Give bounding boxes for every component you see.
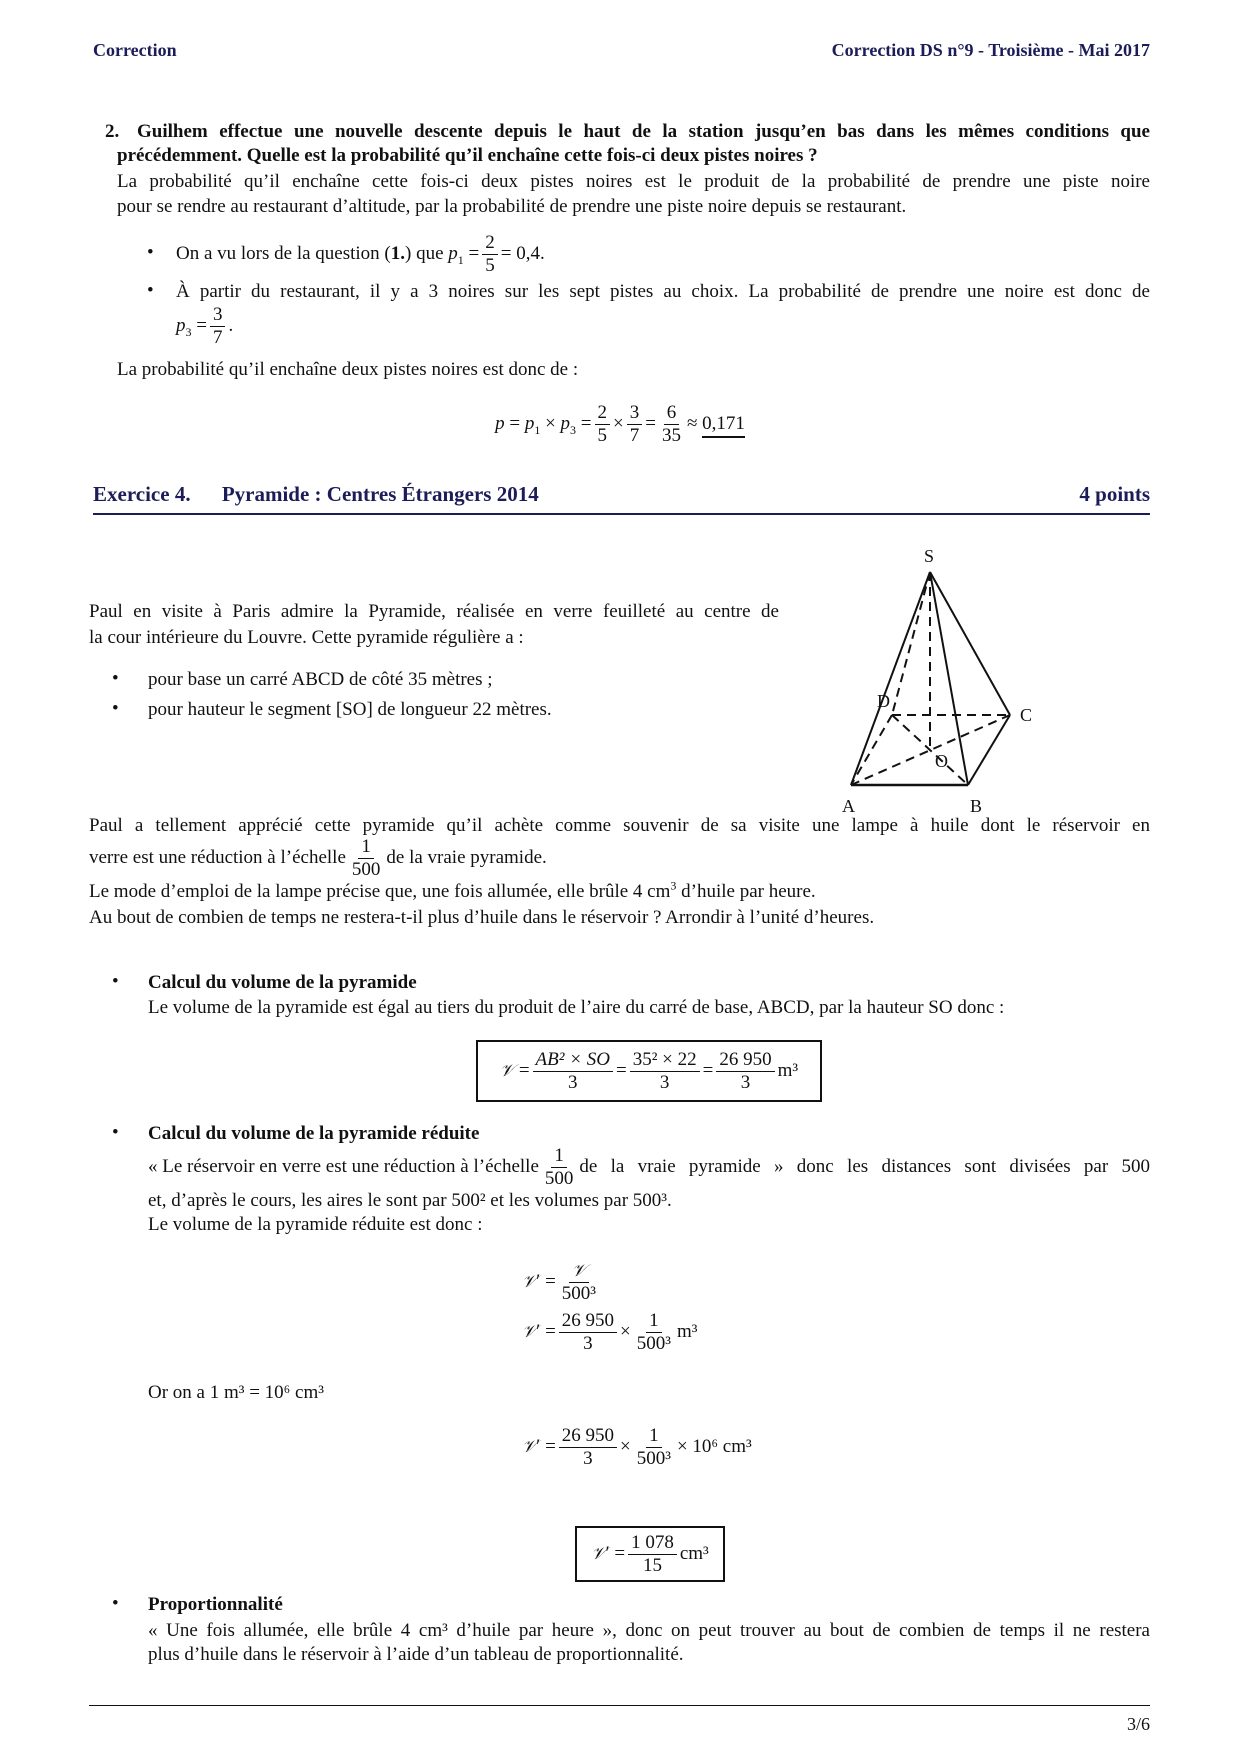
section-text: plus d’huile dans le réservoir à l’aide d’un tableau de proportionnalité.: [148, 1644, 684, 1665]
denominator: 3: [568, 1071, 578, 1093]
text: de la vraie pyramide.: [386, 847, 547, 868]
footer-rule: [89, 1705, 1150, 1706]
lamp-usage-line: Le mode d’emploi de la lampe précise que, une fois allumée, elle brûle 4 $cm^3$ d’huile par heure.: [89, 878, 816, 902]
text-line: Paul a tellement apprécié cette pyramide qu’il achète comme souvenir de sa visite une lampe à huile dont le réservoir en: [89, 815, 1150, 836]
edge-SD: [892, 572, 930, 715]
numerator: 3: [627, 402, 643, 425]
denominator: 3: [583, 1448, 593, 1470]
question-ref: 1.: [390, 243, 406, 264]
equation-2: 𝒱′ = $\frac{26 950}{3}$ × $\frac{1}{\text{500³}}$ m³: [522, 1310, 698, 1355]
section-text: et, d’après le cours, les aires le sont par 500² et les volumes par 500³.: [148, 1190, 672, 1211]
section-title: Calcul du volume de la pyramide: [148, 972, 417, 993]
label-A: A: [842, 796, 855, 816]
exercise-question: Au bout de combien de temps ne restera-t-il plus d’huile dans le réservoir ? Arrondir à l’unité d’heures.: [89, 907, 875, 928]
numerator: 1: [358, 836, 374, 859]
intro-bullet-1: pour base un carré ABCD de côté 35 mètres ;: [148, 669, 493, 690]
conclusion-text: La probabilité qu’il enchaîne deux pistes noires est donc de :: [117, 359, 579, 380]
question-line-1: Guilhem effectue une nouvelle descente depuis le haut de la station jusqu’en bas dans les mêmes conditions que: [137, 121, 1150, 142]
header-left: Correction: [93, 40, 177, 60]
edge-DA: [851, 715, 892, 785]
question-number: 2.: [105, 121, 120, 142]
answer-line-2: pour se rendre au restaurant d’altitude, par la probabilité de prendre une piste noire depuis se restaurant.: [117, 196, 907, 217]
fraction-p3: [210, 304, 226, 349]
var-p: p: [176, 315, 186, 336]
denominator: 500³: [636, 1333, 671, 1355]
denominator: 5: [485, 255, 495, 277]
unit: × 10⁶ cm³: [676, 1436, 752, 1457]
text: Le mode d’emploi de la lampe précise que, une fois allumée, elle brûle 4 cm: [89, 881, 671, 902]
numerator: 35² × 22: [630, 1049, 700, 1072]
bullet-icon: •: [147, 242, 154, 263]
section-text: Le volume de la pyramide est égal au tiers du produit de l’aire du carré de base, ABCD, par la hauteur SO donc :: [148, 997, 1005, 1018]
numerator: 1 078: [628, 1532, 677, 1555]
bullet-icon: •: [112, 1593, 119, 1614]
section-title: Calcul du volume de la pyramide réduite: [148, 1123, 480, 1144]
bullet-text: ) que: [405, 243, 449, 264]
section-text: Le volume de la pyramide réduite est donc :: [148, 1214, 483, 1235]
label-C: C: [1020, 705, 1033, 725]
exercise-number: Exercice 4.: [93, 482, 191, 506]
numerator: 𝒱: [569, 1260, 589, 1283]
bullet-2-line-1: À partir du restaurant, il y a 3 noires sur les sept pistes au choix. La probabilité de prendre une noire est donc de: [176, 281, 1150, 302]
bullet-icon: •: [112, 971, 119, 992]
numerator: AB² × SO: [533, 1049, 613, 1072]
numerator: 1: [646, 1425, 662, 1448]
numerator: 1: [646, 1310, 662, 1333]
probability-formula: $p = p_1 \times p_3$ = $\frac{2}{5}$ × $\frac{3}{7}$ = $\frac{6}{35}$ ≈ 0,171: [495, 402, 745, 447]
denominator: 7: [212, 327, 223, 349]
scale-quote-line: « Le réservoir en verre est une réduction à l’échelle $\frac{1}{500}$ de la vraie pyramide » donc les distances sont divisées par 500: [148, 1143, 1150, 1191]
text: de la vraie pyramide » donc les distances sont divisées par 500: [579, 1156, 1150, 1177]
numerator: 26 950: [559, 1425, 617, 1448]
equation-1: 𝒱′ = $\frac{\text{𝒱}}{\text{500³}}$: [522, 1258, 602, 1306]
numerator: 26 950: [559, 1310, 617, 1333]
numerator: 2: [482, 232, 498, 255]
unit: m³: [676, 1321, 698, 1342]
label-B: B: [970, 796, 983, 816]
text: « Le réservoir en verre est une réduction à l’échelle: [148, 1156, 539, 1177]
numerator: 3: [210, 304, 226, 327]
value: = 0,4.: [500, 243, 545, 264]
bullet-icon: •: [147, 280, 154, 301]
header-right: Correction DS n°9 - Troisième - Mai 2017: [831, 40, 1150, 60]
exercise-subtitle: Pyramide : Centres Étrangers 2014: [221, 482, 539, 506]
numerator: 26 950: [716, 1049, 774, 1072]
denominator: 3: [583, 1333, 593, 1355]
equation-3: 𝒱′ = $\frac{26 950}{3}$ × $\frac{1}{\text{500³}}$ × 10⁶ cm³: [522, 1425, 752, 1470]
denominator: 3: [659, 1071, 670, 1093]
text: d’huile par heure.: [676, 881, 816, 902]
bullet-text: On a vu lors de la question (: [176, 243, 391, 264]
var-p: p: [448, 243, 458, 264]
edge-BC: [968, 715, 1010, 785]
label-D: D: [877, 691, 890, 711]
intro-line-2: la cour intérieure du Louvre. Cette pyramide régulière a :: [89, 627, 524, 648]
section-title: Proportionnalité: [148, 1594, 283, 1615]
label-S: S: [924, 546, 935, 566]
denominator: 7: [629, 425, 640, 447]
answer-line-1: La probabilité qu’il enchaîne cette fois-ci deux pistes noires est le produit de la probabilité de prendre une piste noire: [117, 171, 1150, 192]
unit: m³: [777, 1060, 799, 1081]
denominator: 35: [661, 425, 681, 447]
intro-line-1: Paul en visite à Paris admire la Pyramide, réalisée en verre feuilleté au centre de: [89, 601, 779, 622]
bullet-p3: $p_3$ = $\frac{3}{7}$ .: [176, 304, 234, 349]
conversion-text: Or on a 1 m³ = 10⁶ cm³: [148, 1382, 324, 1403]
bullet-icon: •: [112, 668, 119, 689]
pyramid-figure: [820, 540, 1050, 820]
exercise-points: 4 points: [1079, 482, 1150, 506]
text: verre est une réduction à l’échelle: [89, 847, 346, 868]
subscript: 3: [185, 324, 192, 339]
bullet-p1: On a vu lors de la question (1.) que $p_1$ = $\frac{2}{5}$ = 0,4.: [176, 232, 545, 277]
scale-line: [89, 834, 547, 882]
denominator: 15: [642, 1554, 662, 1576]
volume-formula-box: 𝒱 = $\frac{\text{AB² × SO}}{3}$ = $\frac{\text{35² × 22}}{3}$ = $\frac{26 950}{3}$ m³: [476, 1040, 822, 1102]
denominator: 5: [597, 425, 608, 447]
denominator: 500³: [561, 1283, 596, 1305]
fraction-p1: [482, 232, 498, 277]
numerator: 2: [595, 402, 611, 425]
page-number: 3/6: [1126, 1714, 1150, 1734]
result-underlined: 0,171: [702, 413, 745, 438]
denominator: 500: [351, 859, 381, 881]
numerator: 6: [664, 402, 680, 425]
edge-SA: [851, 572, 930, 785]
subscript: 1: [457, 252, 464, 267]
intro-bullet-2: pour hauteur le segment [SO] de longueur 22 mètres.: [148, 699, 552, 720]
denominator: 500³: [636, 1448, 671, 1470]
unit: cm³: [679, 1543, 709, 1564]
bullet-icon: •: [112, 1122, 119, 1143]
exercise-title-bar: [93, 482, 1150, 515]
bullet-icon: •: [112, 698, 119, 719]
question-line-2: précédemment. Quelle est la probabilité qu’il enchaîne cette fois-ci deux pistes noires ?: [117, 145, 818, 166]
denominator: 3: [740, 1071, 751, 1093]
section-text: « Une fois allumée, elle brûle 4 cm³ d’huile par heure », donc on peut trouver au bout de combien de temps il ne restera: [148, 1620, 1150, 1641]
result-box: 𝒱 ′ = $\frac{1 078}{15}$ cm³: [575, 1526, 725, 1582]
label-O: O: [935, 751, 948, 771]
